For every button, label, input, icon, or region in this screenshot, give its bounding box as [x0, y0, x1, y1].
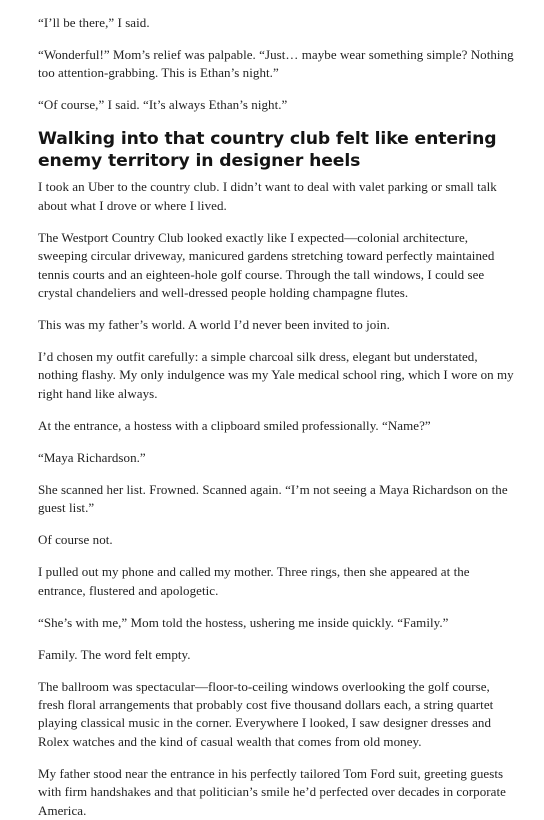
paragraph-ill-be-there: “I’ll be there,” I said. [38, 15, 150, 30]
paragraph-shes-with-me: “She’s with me,” Mom told the hostess, ushering me inside quickly. “Family.” [38, 614, 449, 630]
paragraph-fathers-world: This was my father’s world. A world I’d never been invited to join. [38, 317, 390, 333]
paragraph-father-suit: My father stood near the entrance in his perfectly tailored Tom Ford suit, greeting guests with firm handshakes and that politician’s smile he’d perfected over decades in corporate America. [38, 765, 506, 818]
paragraph-uber: I took an Uber to the country club. I didn’t want to deal with valet parking or small talk about what I drove or where I lived. [38, 179, 497, 213]
paragraph-phone-call: I pulled out my phone and called my mother. Three rings, then she appeared at the entrance, flustered and apologetic. [38, 564, 470, 598]
paragraph-hostess: At the entrance, a hostess with a clipboard smiled professionally. “Name?” [38, 417, 431, 433]
paragraph-maya-name: “Maya Richardson.” [38, 449, 146, 465]
paragraph-of-course-not: Of course not. [38, 532, 113, 548]
paragraph-ballroom: The ballroom was spectacular—floor-to-ceiling windows overlooking the golf course, fresh floral arrangements that probably cost five thousand dollars each, a string quartet playing classical music in the corner. Everywhere I looked, I saw designer dresses and Rolex watches and the kind of casual wealth that comes from old money. [38, 678, 494, 749]
paragraph-outfit: I’d chosen my outfit carefully: a simple charcoal silk dress, elegant but understated, nothing flashy. My only indulgence was my Yale medical school ring, which I wore on my right hand like always. [38, 349, 514, 401]
paragraph-westport-club: The Westport Country Club looked exactly like I expected—colonial architecture, sweeping circular driveway, manicured gardens stretching toward perfectly maintained tennis courts and an eighteen-hole golf course. Through the tall windows, I could see crystal chandeliers and well-dressed people holding champagne flutes. [38, 229, 495, 301]
paragraph-ethans-night: “Of course,” I said. “It’s always Ethan’s night.” [38, 97, 288, 113]
paragraph-moms-relief: “Wonderful!” Mom’s relief was palpable. “Just… maybe wear something simple? Nothing too attention-grabbing. This is Ethan’s night.” [38, 47, 514, 81]
paragraph-family-empty: Family. The word felt empty. [38, 646, 191, 662]
paragraph-guest-list: She scanned her list. Frowned. Scanned again. “I’m not seeing a Maya Richardson on the guest list.” [38, 481, 508, 516]
section-heading: Walking into that country club felt like entering enemy territory in designer heels [38, 129, 497, 172]
